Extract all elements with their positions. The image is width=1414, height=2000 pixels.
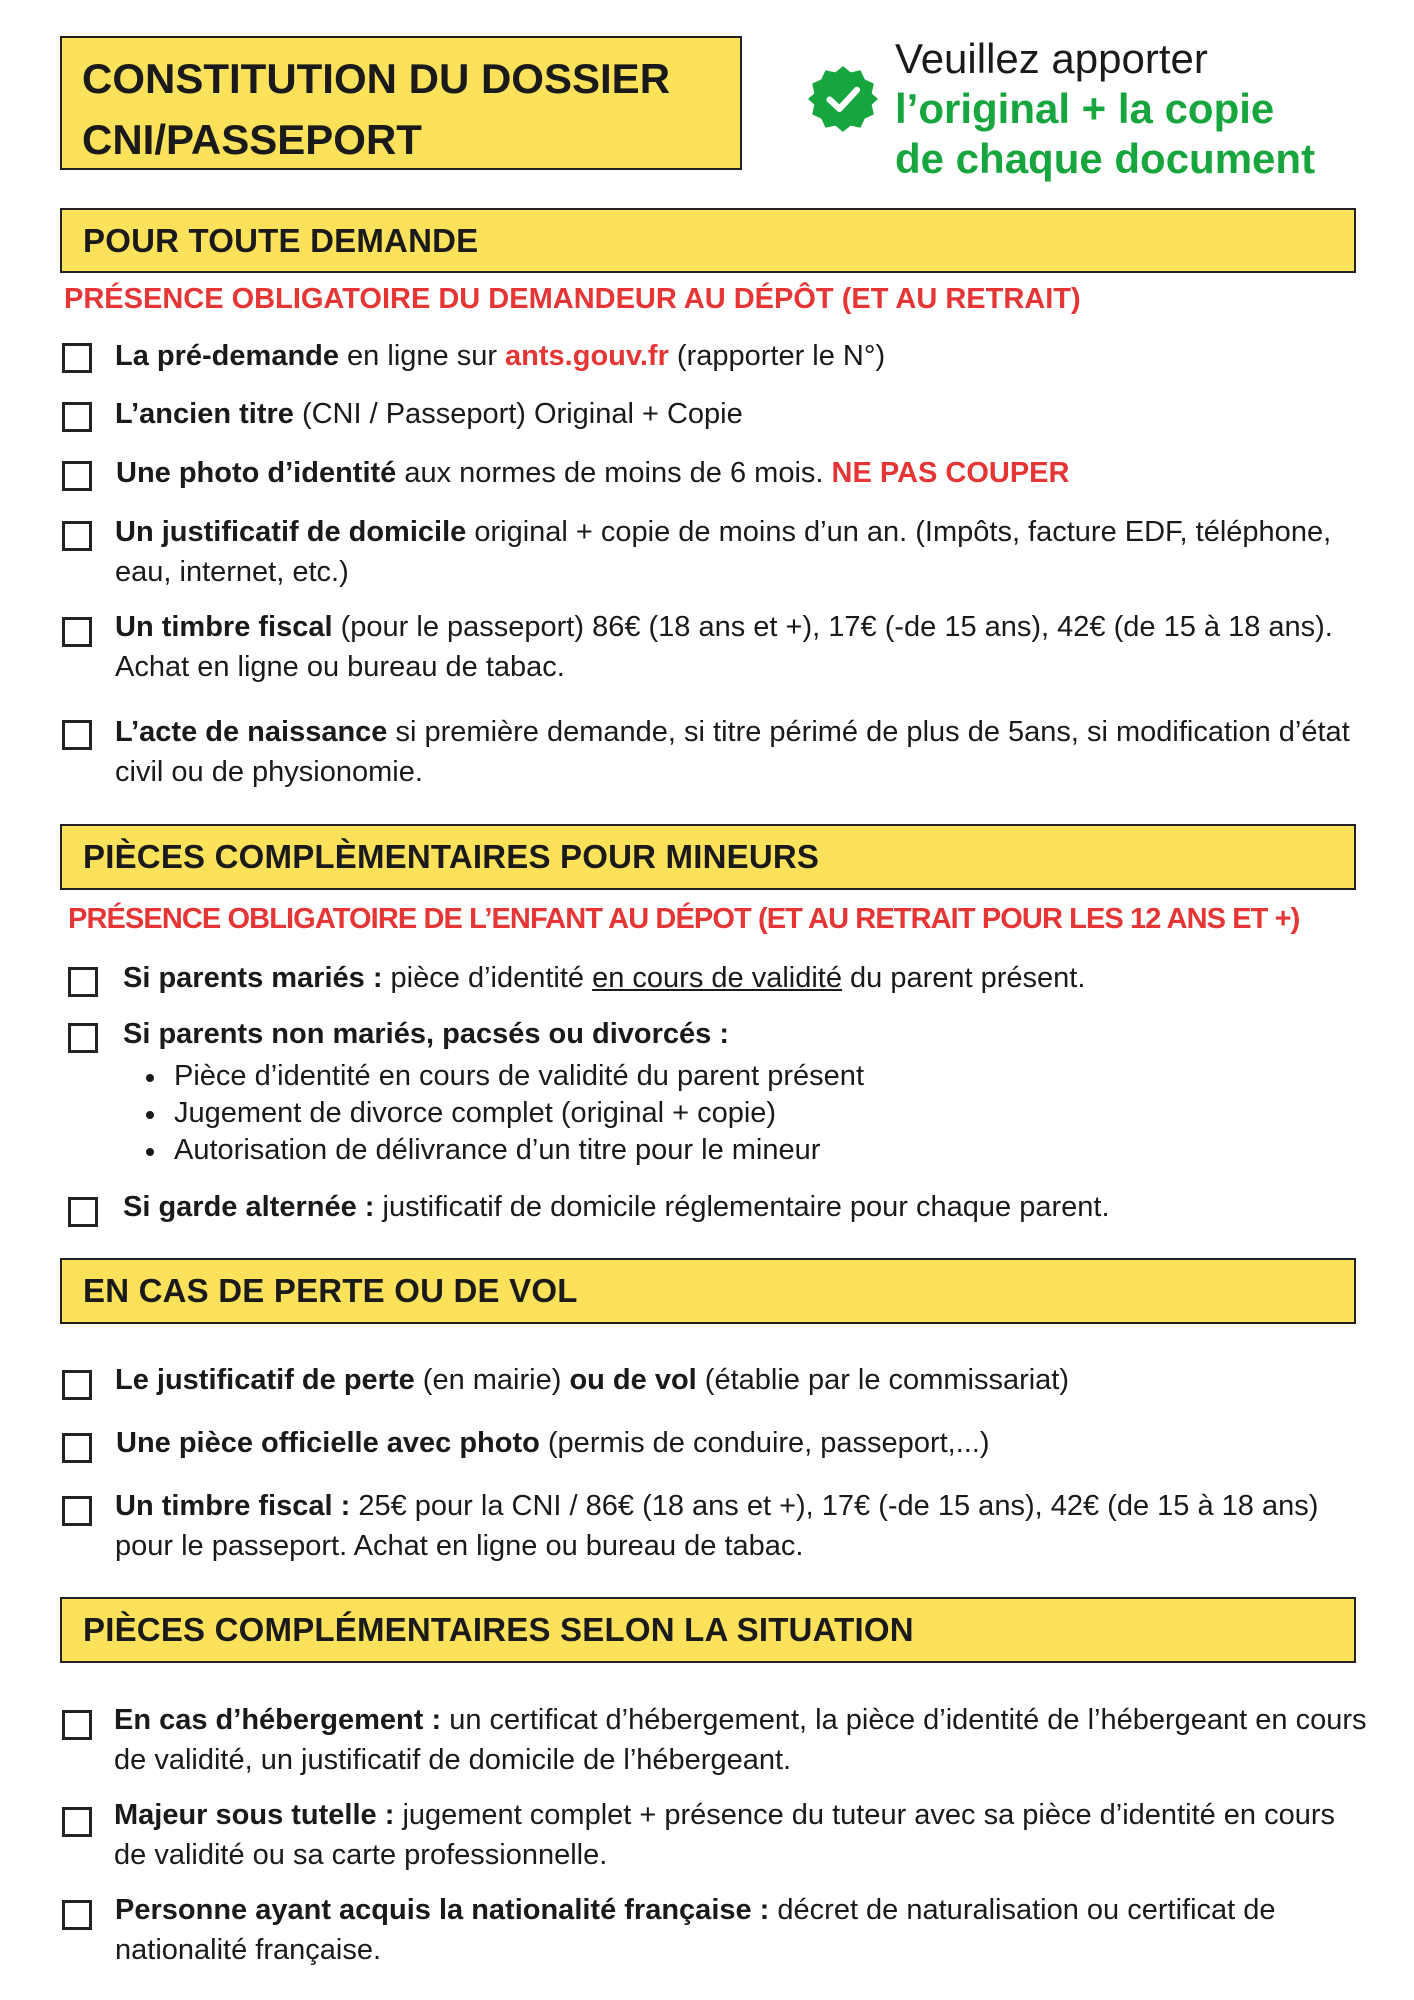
checkbox[interactable] [62, 1900, 92, 1930]
checkbox[interactable] [62, 1710, 92, 1740]
item-text: Un timbre fiscal : 25€ pour la CNI / 86€ (18 ans et +), 17€ (-de 15 ans), 42€ (de 15 à 18 ans) pour le passeport. Achat en ligne ou bureau de tabac. [115, 1490, 1319, 1562]
item-text: La pré-demande en ligne sur ants.gouv.fr (rapporter le N°) [115, 340, 886, 372]
checkbox[interactable] [62, 617, 92, 647]
checkbox[interactable] [68, 967, 98, 997]
item-text: Un timbre fiscal (pour le passeport) 86€ (18 ans et +), 17€ (-de 15 ans), 42€ (de 15 à 18 ans). Achat en ligne ou bureau de tabac. [115, 611, 1333, 683]
bullet-list [140, 1058, 864, 1169]
title-line-2: CNI/PASSEPORT [82, 116, 422, 163]
item-text: Si parents non mariés, pacsés ou divorcés : [123, 1018, 729, 1050]
checkbox[interactable] [62, 343, 92, 373]
item-text: Majeur sous tutelle : jugement complet + présence du tuteur avec sa pièce d’identité en cours de validité ou sa carte professionnelle. [114, 1799, 1336, 1871]
bullet-item: Jugement de divorce complet (original + copie) [140, 1095, 864, 1132]
notice-text [895, 34, 1315, 184]
item-text: En cas d’hébergement : un certificat d’hébergement, la pièce d’identité de l’hébergeant en cours de validité, un justificatif de domicile de l’hébergeant. [114, 1704, 1367, 1776]
checkbox[interactable] [62, 521, 92, 551]
checkbox[interactable] [68, 1023, 98, 1053]
section-note-general: PRÉSENCE OBLIGATOIRE DU DEMANDEUR AU DÉPÔT (ET AU RETRAIT) [64, 283, 1081, 315]
section-header-general: POUR TOUTE DEMANDE [60, 208, 1356, 273]
item-text: Personne ayant acquis la nationalité française : décret de naturalisation ou certificat de nationalité française. [115, 1894, 1276, 1966]
section-note-minors: PRÉSENCE OBLIGATOIRE DE L’ENFANT AU DÉPOT (ET AU RETRAIT POUR LES 12 ANS ET +) [68, 903, 1300, 935]
item-text: L’ancien titre (CNI / Passeport) Original + Copie [115, 398, 743, 430]
section-header-situation: PIÈCES COMPLÉMENTAIRES SELON LA SITUATION [60, 1597, 1356, 1663]
item-text: Le justificatif de perte (en mairie) ou de vol (établie par le commissariat) [115, 1364, 1070, 1396]
document-title [60, 36, 742, 170]
item-text: Si garde alternée : justificatif de domicile réglementaire pour chaque parent. [123, 1191, 1110, 1223]
checkbox[interactable] [62, 461, 92, 491]
notice-line-2: l’original + la copie [895, 85, 1275, 132]
checkbox[interactable] [62, 1433, 92, 1463]
checkbox[interactable] [62, 1807, 92, 1837]
item-text: Un justificatif de domicile original + copie de moins d’un an. (Impôts, facture EDF, téléphone, eau, internet, etc.) [115, 516, 1332, 588]
item-text: L’acte de naissance si première demande, si titre périmé de plus de 5ans, si modification d’état civil ou de physionomie. [115, 716, 1350, 788]
bullet-item: Pièce d’identité en cours de validité du parent présent [140, 1058, 864, 1095]
notice-line-3: de chaque document [895, 135, 1316, 182]
check-badge-icon [808, 64, 878, 134]
checkbox[interactable] [62, 720, 92, 750]
item-text: Si parents mariés : pièce d’identité en cours de validité du parent présent. [123, 962, 1086, 994]
item-text: Une pièce officielle avec photo (permis de conduire, passeport,...) [116, 1427, 990, 1459]
section-header-loss: EN CAS DE PERTE OU DE VOL [60, 1258, 1356, 1324]
ants-link[interactable]: ants.gouv.fr [505, 340, 669, 372]
item-text: Une photo d’identité aux normes de moins de 6 mois. NE PAS COUPER [116, 457, 1070, 489]
checkbox[interactable] [62, 1370, 92, 1400]
title-line-1: CONSTITUTION DU DOSSIER [82, 55, 671, 102]
notice-line-1: Veuillez apporter [895, 35, 1208, 82]
checkbox[interactable] [68, 1197, 98, 1227]
bullet-item: Autorisation de délivrance d’un titre pour le mineur [140, 1132, 864, 1169]
checkbox[interactable] [62, 402, 92, 432]
checkbox[interactable] [62, 1496, 92, 1526]
section-header-minors: PIÈCES COMPLÈMENTAIRES POUR MINEURS [60, 824, 1356, 890]
